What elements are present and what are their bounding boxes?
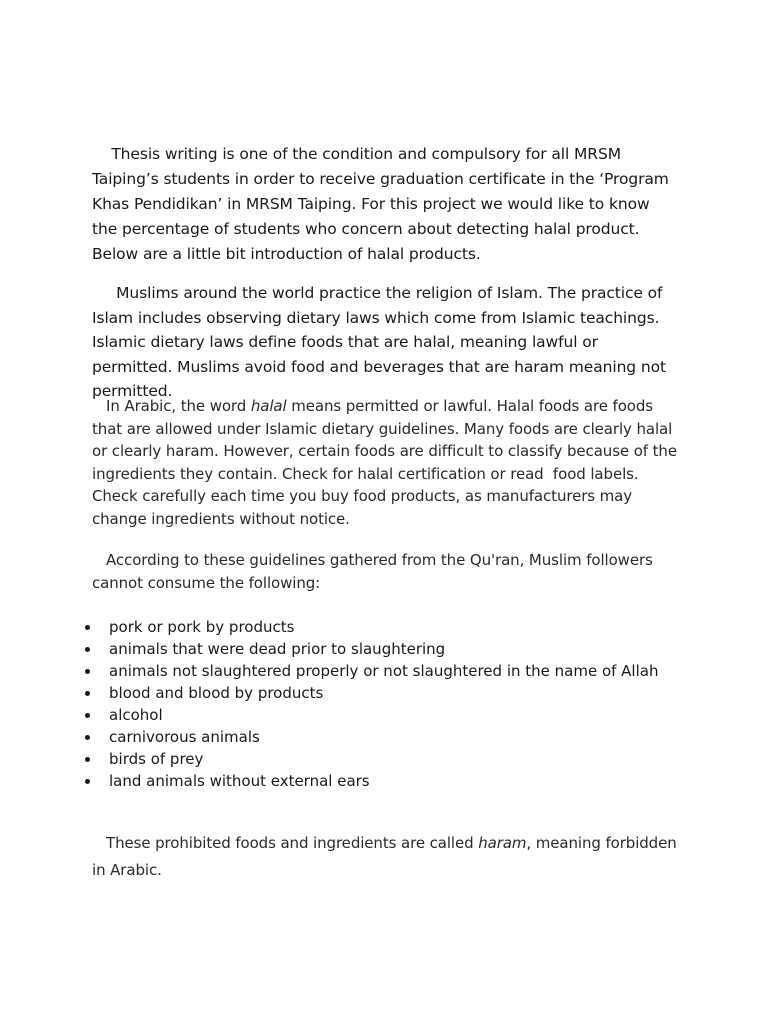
prohibited-foods-list — [84, 616, 658, 792]
bullet-icon — [85, 779, 90, 784]
halal-definition-rest: means permitted or lawful. Halal foods are foods that are allowed under Islamic dietary guidelines. Many foods are clearly halal or clearly haram. However, certain foods are difficult to classify because of the ingredients they contain. Check for halal certification or read food labels. Check carefully each time you buy food products, as manufacturers may change ingredients without notice. — [92, 397, 682, 528]
list-item — [84, 638, 658, 660]
haram-definition-paragraph — [92, 830, 682, 884]
list-item — [84, 704, 658, 726]
guidelines-paragraph-text: According to these guidelines gathered from the Qu'ran, Muslim followers cannot consume the following: — [92, 551, 658, 592]
bullet-icon — [85, 625, 90, 630]
list-item-text: alcohol — [109, 706, 163, 724]
list-item — [84, 660, 658, 682]
list-item-text: animals that were dead prior to slaughtering — [109, 640, 446, 658]
list-item-text: land animals without external ears — [109, 772, 370, 790]
list-item-text: animals not slaughtered properly or not slaughtered in the name of Allah — [109, 662, 659, 680]
haram-definition-rest: , meaning forbidden in Arabic. — [92, 834, 682, 879]
bullet-icon — [85, 713, 90, 718]
intro-paragraph — [92, 142, 677, 267]
bullet-icon — [85, 669, 90, 674]
halal-definition-paragraph — [92, 395, 682, 530]
list-item — [84, 616, 658, 638]
list-item-text: pork or pork by products — [109, 618, 295, 636]
bullet-icon — [85, 647, 90, 652]
list-item — [84, 682, 658, 704]
halal-term: halal — [250, 397, 287, 415]
intro-paragraph-text: Thesis writing is one of the condition and compulsory for all MRSM Taiping’s students in order to receive graduation certificate in the ‘Program Khas Pendidikan’ in MRSM Taiping. For this project we would like to know the percentage of students who concern about detecting halal product. Below are a little bit introduction of halal products. — [92, 145, 674, 263]
bullet-icon — [85, 691, 90, 696]
muslims-paragraph — [92, 281, 677, 404]
list-item — [84, 726, 658, 748]
bullet-icon — [85, 735, 90, 740]
bullet-icon — [85, 757, 90, 762]
list-item-text: carnivorous animals — [109, 728, 260, 746]
list-item — [84, 770, 658, 792]
haram-definition-lead: These prohibited foods and ingredients are called — [92, 834, 479, 852]
muslims-paragraph-text: Muslims around the world practice the religion of Islam. The practice of Islam includes observing dietary laws which come from Islamic teachings. Islamic dietary laws define foods that are halal, meaning lawful or permitted. Muslims avoid food and beverages that are haram meaning not permitted. — [92, 284, 671, 400]
list-item-text: birds of prey — [109, 750, 204, 768]
haram-term: haram — [478, 834, 527, 852]
list-item — [84, 748, 658, 770]
halal-definition-lead: In Arabic, the word — [92, 397, 251, 415]
guidelines-paragraph — [92, 549, 677, 594]
list-item-text: blood and blood by products — [109, 684, 324, 702]
